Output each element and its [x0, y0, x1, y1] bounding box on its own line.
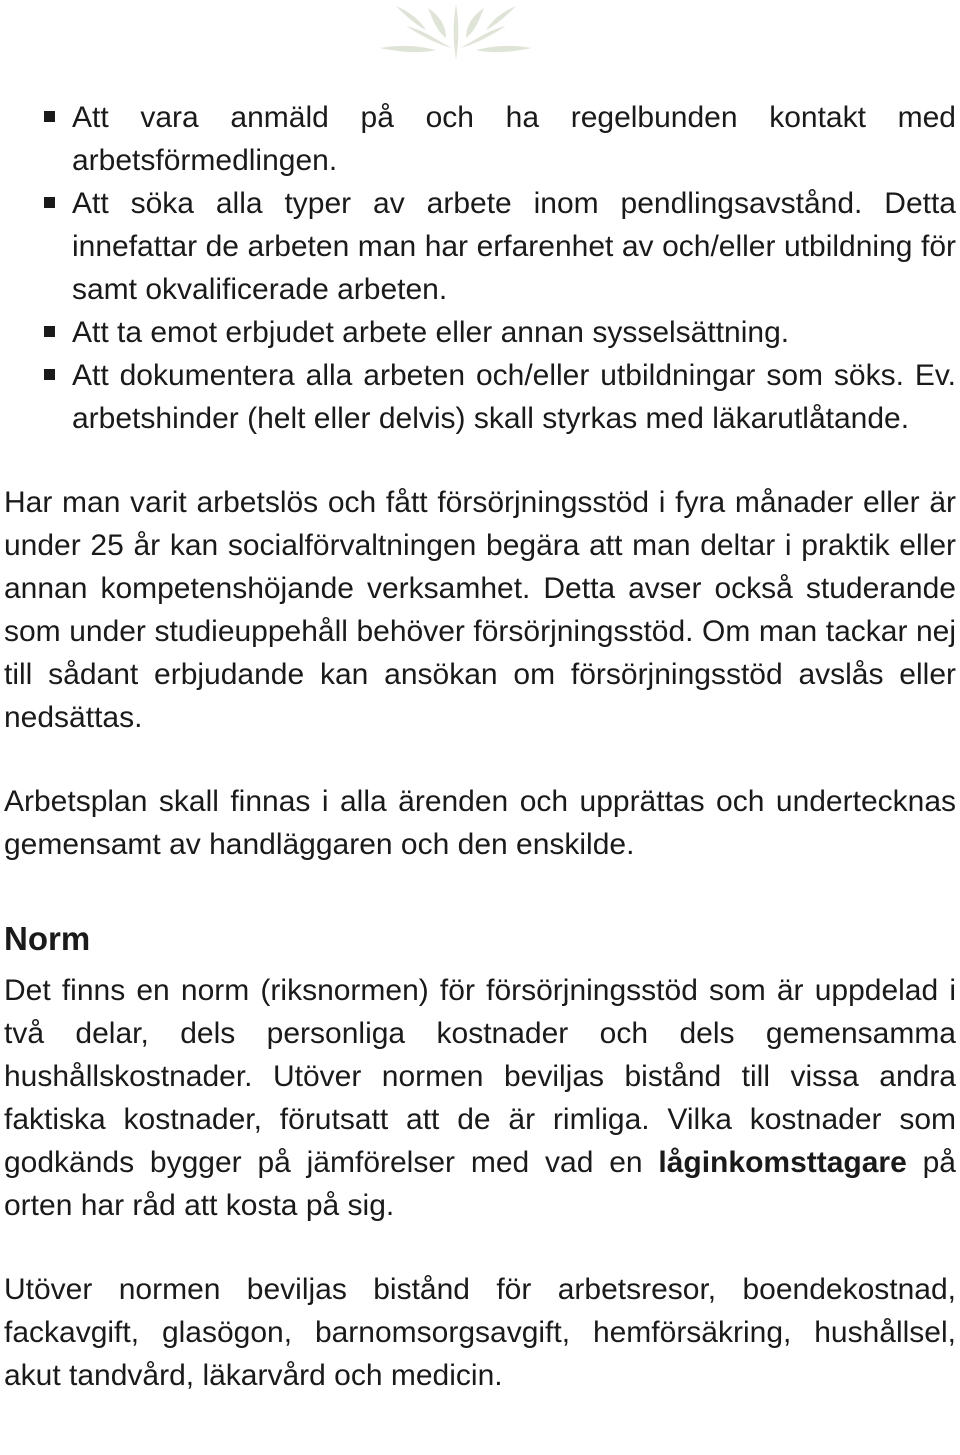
section-heading-norm: Norm — [4, 920, 91, 957]
square-bullet-icon — [44, 197, 55, 208]
list-item — [4, 182, 956, 311]
list-item-text: Att söka alla typer av arbete inom pendlingsavstånd. Detta innefattar de arbeten man har erfarenhet av och/eller utbildning för samt okvalificerade arbeten. — [72, 187, 956, 306]
list-item-text: Att dokumentera alla arbeten och/eller utbildningar som söks. Ev. arbetshinder (helt eller delvis) skall styrkas med läkarutlåtande. — [72, 359, 956, 435]
paragraph-arbetsplan: Arbetsplan skall finnas i alla ärenden och upprättas och undertecknas gemensamt av handläggaren och den enskilde. — [4, 785, 956, 861]
square-bullet-icon — [44, 369, 55, 380]
list-item — [4, 311, 956, 354]
olive-branch-logo — [366, 0, 546, 62]
square-bullet-icon — [44, 326, 55, 337]
paragraph-text: Det finns en norm (riksnormen) för försörjningsstöd som är uppdelad i två delar, dels personliga kostnader och dels gemensamma hushållskostnader. Utöver normen beviljas bistånd till vissa andra faktiska kostnader, förutsatt att de är rimliga. Vilka kostnader som godkänds bygger på jämförelser med vad en — [4, 974, 956, 1179]
list-item — [4, 96, 956, 182]
document-body — [4, 96, 956, 1397]
bold-term: låginkomsttagare — [658, 1146, 907, 1179]
requirements-list — [4, 96, 956, 440]
paragraph-norm — [4, 969, 956, 1227]
square-bullet-icon — [44, 111, 55, 122]
list-item — [4, 354, 956, 440]
paragraph-text: på orten har råd att kosta på sig. — [4, 1146, 956, 1222]
list-item-text: Att vara anmäld på och ha regelbunden kontakt med arbetsförmedlingen. — [72, 101, 956, 177]
list-item-text: Att ta emot erbjudet arbete eller annan sysselsättning. — [72, 316, 790, 349]
paragraph-praktik: Har man varit arbetslös och fått försörjningsstöd i fyra månader eller är under 25 år kan socialförvaltningen begära att man deltar i praktik eller annan kompetenshöjande verksamhet. Detta avser också studerande som under studieuppehåll behöver försörjningsstöd. Om man tackar nej till sådant erbjudande kan ansökan om försörjningsstöd avslås eller nedsättas. — [4, 486, 956, 734]
paragraph-additional-costs: Utöver normen beviljas bistånd för arbetsresor, boendekostnad, fackavgift, glasögon, barnomsorgsavgift, hemförsäkring, hushållsel, akut tandvård, läkarvård och medicin. — [4, 1273, 956, 1392]
